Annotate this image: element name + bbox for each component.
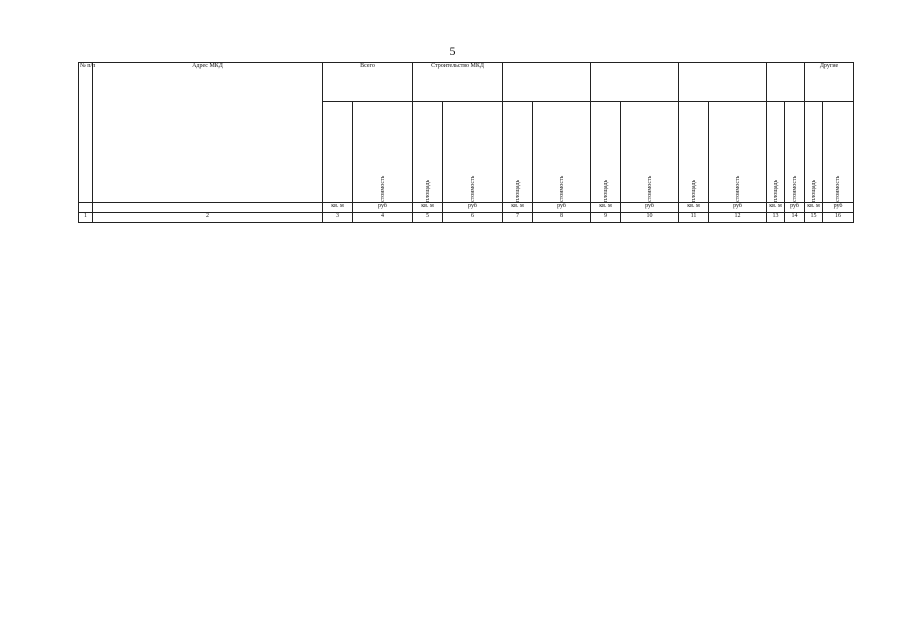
register-table-container	[78, 62, 853, 572]
unit-cell: руб	[533, 203, 591, 213]
column-number-cell: 15	[805, 213, 823, 223]
column-group-header	[767, 63, 805, 102]
subcolumn-header	[785, 102, 805, 203]
subcolumn-label: стоимость	[558, 175, 565, 202]
subcolumn-label: стоимость	[646, 175, 653, 202]
unit-cell: руб	[443, 203, 503, 213]
subcolumn-header	[533, 102, 591, 203]
unit-cell: руб	[621, 203, 679, 213]
column-number-cell: 1	[79, 213, 93, 223]
subcolumn-label: площадь	[690, 179, 697, 202]
column-number-cell: 13	[767, 213, 785, 223]
subcolumn-header	[413, 102, 443, 203]
register-table	[78, 62, 854, 223]
column-group-header	[503, 63, 591, 102]
unit-cell: руб	[709, 203, 767, 213]
subcolumn-header	[823, 102, 854, 203]
subcolumn-label: стоимость	[469, 175, 476, 202]
header-row-numbers	[79, 213, 854, 223]
header-row-units	[79, 203, 854, 213]
subcolumn-header	[443, 102, 503, 203]
column-number-cell: 4	[353, 213, 413, 223]
subcolumn-label: площадь	[810, 179, 817, 202]
subcolumn-header	[621, 102, 679, 203]
column-group-header: Другие	[805, 63, 854, 102]
column-number-cell: 5	[413, 213, 443, 223]
column-group-header: Адрес МКД	[93, 63, 323, 203]
subcolumn-label: стоимость	[734, 175, 741, 202]
subcolumn-label: стоимость	[835, 175, 842, 202]
table-header	[79, 63, 854, 223]
unit-cell: руб	[353, 203, 413, 213]
column-number-cell: 14	[785, 213, 805, 223]
subcolumn-header	[767, 102, 785, 203]
column-number-cell: 10	[621, 213, 679, 223]
unit-cell: руб	[785, 203, 805, 213]
page-number: 5	[449, 44, 456, 58]
column-number-cell: 6	[443, 213, 503, 223]
subcolumn-label: площадь	[772, 179, 779, 202]
column-group-header: Всего	[323, 63, 413, 102]
unit-cell: кв. м	[503, 203, 533, 213]
unit-cell	[93, 203, 323, 213]
column-number-cell: 16	[823, 213, 854, 223]
column-number-cell: 3	[323, 213, 353, 223]
subcolumn-header	[353, 102, 413, 203]
subcolumn-header	[323, 102, 353, 203]
column-number-cell: 9	[591, 213, 621, 223]
unit-cell: руб	[823, 203, 854, 213]
unit-cell: кв. м	[323, 203, 353, 213]
column-number-cell: 2	[93, 213, 323, 223]
unit-cell: кв. м	[591, 203, 621, 213]
header-row-groups	[79, 63, 854, 102]
subcolumn-label: стоимость	[791, 175, 798, 202]
subcolumn-label: стоимость	[379, 175, 386, 202]
subcolumn-label: площадь	[514, 179, 521, 202]
subcolumn-header	[591, 102, 621, 203]
unit-cell: кв. м	[413, 203, 443, 213]
column-number-cell: 8	[533, 213, 591, 223]
subcolumn-label: площадь	[602, 179, 609, 202]
unit-cell	[79, 203, 93, 213]
column-number-cell: 12	[709, 213, 767, 223]
subcolumn-label: площадь	[424, 179, 431, 202]
column-number-cell: 11	[679, 213, 709, 223]
subcolumn-header	[709, 102, 767, 203]
unit-cell: кв. м	[767, 203, 785, 213]
unit-cell: кв. м	[805, 203, 823, 213]
unit-cell: кв. м	[679, 203, 709, 213]
column-number-cell: 7	[503, 213, 533, 223]
column-group-header: Строительство МКД	[413, 63, 503, 102]
column-group-header	[591, 63, 679, 102]
column-group-header	[679, 63, 767, 102]
subcolumn-header	[679, 102, 709, 203]
subcolumn-header	[503, 102, 533, 203]
subcolumn-header	[805, 102, 823, 203]
column-group-header: № п/п	[79, 63, 93, 203]
